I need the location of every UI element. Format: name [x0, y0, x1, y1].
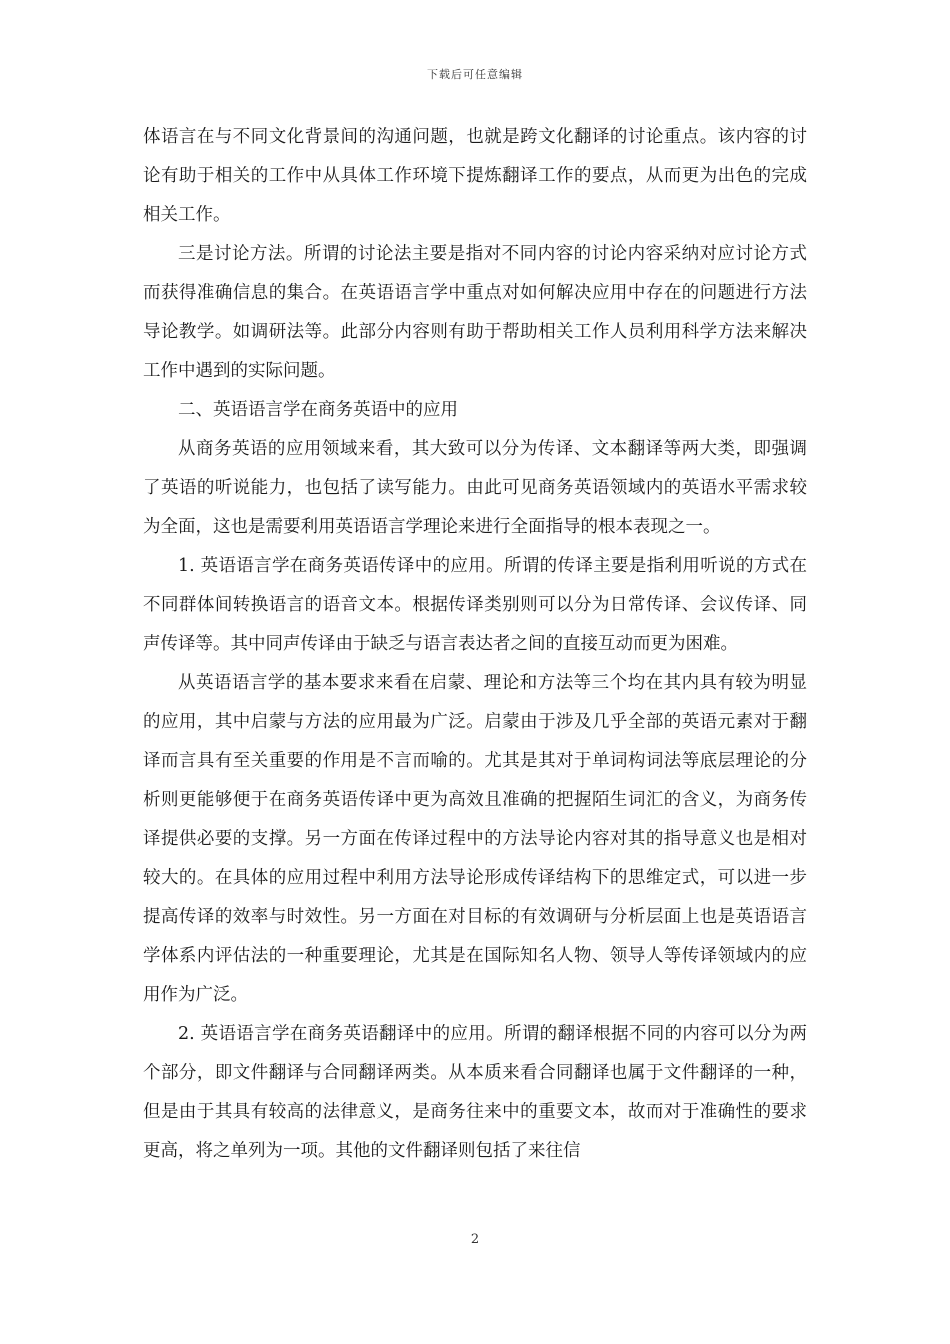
paragraph-basic-requirements: 从英语语言学的基本要求来看在启蒙、理论和方法等三个均在其内具有较为明显的应用，其中启蒙与方法的应用最为广泛。启蒙由于涉及几乎全部的英语元素对于翻译而言具有至关重要的作用是不言而喻的。尤其是其对于单词构词法等底层理论的分析则更能够便于在商务英语传译中更为高效且准确的把握陌生词汇的含义，为商务传译提供必要的支撑。另一方面在传译过程中的方法导论内容对其的指导意义也是相对较大的。在具体的应用过程中利用方法导论形成传译结构下的思维定式，可以进一步提高传译的效率与时效性。另一方面在对目标的有效调研与分析层面上也是英语语言学体系内评估法的一种重要理论，尤其是在国际知名人物、领导人等传译领域内的应用作为广泛。	[143, 673, 807, 1005]
paragraph-application-fields: 从商务英语的应用领域来看，其大致可以分为传译、文本翻译等两大类，即强调了英语的听说能力，也包括了读写能力。由此可见商务英语领域内的英语水平需求较为全面，这也是需要利用英语语言学理论来进行全面指导的根本表现之一。	[143, 439, 807, 537]
paragraph-translation-application: 2. 英语语言学在商务英语翻译中的应用。所谓的翻译根据不同的内容可以分为两个部分，即文件翻译与合同翻译两类。从本质来看合同翻译也属于文件翻译的一种，但是由于其具有较高的法律意义，是商务往来中的重要文本，故而对于准确性的要求更高，将之单列为一项。其他的文件翻译则包括了来往信	[143, 1024, 807, 1161]
page-number: 2	[470, 1232, 480, 1247]
paragraph-continuation: 体语言在与不同文化背景间的沟通问题，也就是跨文化翻译的讨论重点。该内容的讨论有助于相关的工作中从具体工作环境下提炼翻译工作的要点，从而更为出色的完成相关工作。	[143, 127, 807, 225]
document-body	[143, 118, 807, 1171]
paragraph-interpretation-application: 1. 英语语言学在商务英语传译中的应用。所谓的传译主要是指利用听说的方式在不同群体间转换语言的语音文本。根据传译类别则可以分为日常传译、会议传译、同声传译等。其中同声传译由于缺乏与语言表达者之间的直接互动而更为困难。	[143, 556, 807, 654]
page-header: 下载后可任意编辑	[427, 68, 523, 81]
paragraph-discussion-method: 三是讨论方法。所谓的讨论法主要是指对不同内容的讨论内容采纳对应讨论方式而获得准确信息的集合。在英语语言学中重点对如何解决应用中存在的问题进行方法导论教学。如调研法等。此部分内容则有助于帮助相关工作人员利用科学方法来解决工作中遇到的实际问题。	[143, 244, 807, 381]
section-heading: 二、英语语言学在商务英语中的应用	[178, 400, 458, 420]
